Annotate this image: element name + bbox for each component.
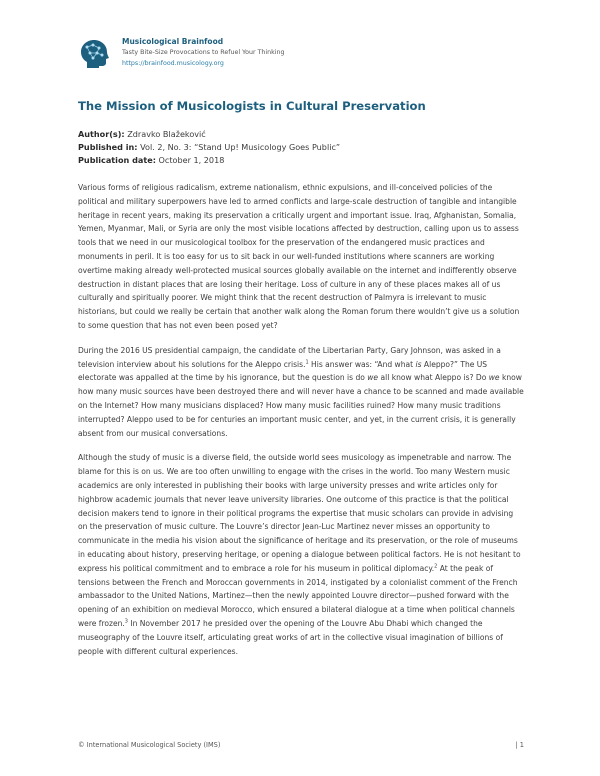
paragraph-2-emphasis-is: is [415,359,422,369]
footnote-ref-3[interactable]: 3 [124,618,128,625]
published-in-row [78,141,340,154]
paragraph-2-text-a: During the 2016 US presidential campaign, the candidate of the Libertarian Party, Gary Johnson, was asked in a television interview about his solutions for the Aleppo crisis. [78,345,501,369]
copyright-text: © International Musicological Society (IMS) [78,741,221,749]
paragraph-3-text-c: In November 2017 he presided over the opening of the Louvre Abu Dhabi which changed the museography of the Louvre itself, articulating great works of art in the collective visual imagination of billions of people with different cultural experiences. [78,618,503,656]
authors-label: Author(s): [78,129,125,139]
paragraph-2-text-c: Aleppo?” The US electorate was appalled at the time by his ignorance, but the question is do [78,359,488,383]
page-number: | 1 [515,741,524,749]
footnote-ref-1[interactable]: 1 [305,359,309,366]
paragraph-2-text-e: know how many music sources have been destroyed there and will never have a chance to be scanned and made available on the Internet? How many musicians displaced? How many music facilities ruined? How many music traditions interrupted? Aleppo used to be for centuries an important music center, and yet, in the current crisis, it is generally absent from our musical conversations. [78,373,524,438]
journal-url-link[interactable]: https://brainfood.musicology.org [122,60,224,67]
paragraph-2-emphasis-we-1: we [367,373,379,383]
paragraph-2-text-b: His answer was: “And what [308,359,416,369]
journal-name: Musicological Brainfood [122,37,224,46]
article-title: The Mission of Musicologists in Cultural Preservation [78,99,426,113]
paragraph-3-text-a: Although the study of music is a diverse field, the outside world sees musicology as impenetrable and narrow. The blame for this is on us. We are too often unwilling to engage with the crises in the world. Too many Western music academics are only interested in publishing their books with large university presses and write articles only for highbrow academic journals that never leave university libraries. One outcome of this practice is that the political decision makers tend to ignore in their political programs the expertise that music scholars can provide in advising on the preservation of music culture. The Louvre’s director Jean-Luc Martinez never misses an opportunity to communicate in the media his vision about the significance of heritage and its preservation, or the role of museums in educating about history, preserving heritage, or opening a dialogue between political factors. He is not hesitant to express his political commitment and to embrace a role for his museum in political diplomacy. [78,453,521,573]
published-in-value: Vol. 2, No. 3: “Stand Up! Musicology Goes Public” [140,142,341,152]
authors-row [78,128,340,141]
page-footer [78,741,524,749]
authors-value: Zdravko Blažeković [127,129,206,139]
paragraph-2 [78,344,524,441]
article-metadata [78,128,340,167]
paragraph-2-text-d: all know what Aleppo is? Do [378,373,489,383]
paragraph-2-emphasis-we-2: we [488,373,500,383]
publication-date-label: Publication date: [78,155,156,165]
journal-tagline: Tasty Bite-Size Provocations to Refuel Your Thinking [122,49,285,56]
footnote-ref-2[interactable]: 2 [434,563,438,570]
journal-header [78,36,285,72]
paragraph-3 [78,451,524,658]
publication-date-value: October 1, 2018 [158,155,225,165]
article-body [78,181,524,669]
paragraph-3-text-b: At the peak of tensions between the French and Moroccan governments in 2014, instigated by a colonialist comment of the French ambassador to the United Nations, Martinez—then the newly appointed Louvre director—pushed forward with the opening of an exhibition on medieval Morocco, which ensured a bilateral dialogue at a time when political channels were frozen. [78,563,518,628]
publication-date-row [78,154,340,167]
brain-head-logo-icon [78,38,112,72]
published-in-label: Published in: [78,142,138,152]
brand-text [122,36,285,69]
paragraph-1: Various forms of religious radicalism, extreme nationalism, ethnic expulsions, and ill-conceived policies of the political and military superpowers have led to armed conflicts and large-scale destruction of tangible and intangible heritage in recent years, making its preservation a critically urgent and important issue. Iraq, Afghanistan, Somalia, Yemen, Myanmar, Mali, or Syria are only the most visible locations affected by destruction, calling upon us to assess tools that we need in our musicological toolbox for the preservation of the endangered music practices and monuments in peril. It is too easy for us to sit back in our well-funded institutions where scanners are working overtime making already well-protected musical sources globally available on the internet and indifferently observe destruction in distant places that are losing their heritage. Loss of culture in any of these places makes all of us culturally and spiritually poorer. We might think that the recent destruction of Palmyra is irrelevant to music historians, but could we really be certain that another walk along the Roman forum there wouldn’t give us a solution to some question that has not even been posed yet? [78,183,520,330]
